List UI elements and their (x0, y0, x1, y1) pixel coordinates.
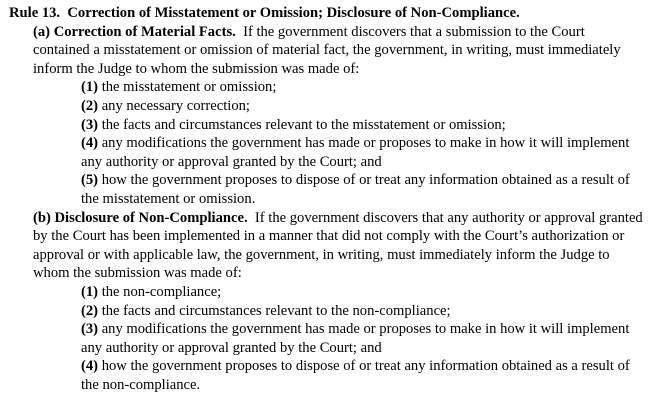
section-b-label: (b) (33, 209, 51, 226)
list-item (81, 171, 641, 208)
item-number: (2) (81, 302, 99, 319)
list-item (81, 320, 641, 357)
section-b-heading: Disclosure of Non-Compliance. (54, 209, 248, 226)
list-item (81, 357, 641, 394)
item-number: (3) (81, 321, 99, 338)
list-item (81, 116, 641, 135)
item-number: (4) (81, 135, 99, 152)
item-text: any modifications the government has made or proposes to make in how it will implement any authority or approval granted by the Court; and (81, 135, 630, 170)
item-text: the facts and circumstances relevant to the non-compliance; (101, 302, 451, 319)
section-a (33, 23, 643, 209)
rule-title: Correction of Misstatement or Omission; Disclosure of Non-Compliance. (67, 5, 520, 21)
list-item (81, 283, 641, 302)
rule-heading (9, 4, 655, 23)
section-b-paragraph (33, 209, 643, 283)
item-text: how the government proposes to dispose of or treat any information obtained as a result of the misstatement or omission. (81, 172, 630, 207)
item-text: how the government proposes to dispose of or treat any information obtained as a result of the non-compliance. (81, 358, 630, 393)
item-number: (3) (81, 116, 99, 133)
item-number: (4) (81, 358, 99, 375)
item-text: the non-compliance; (101, 283, 222, 300)
section-b (33, 209, 643, 395)
item-text: any necessary correction; (101, 97, 250, 114)
section-a-list (81, 78, 641, 208)
section-a-label: (a) (33, 23, 51, 40)
rule-number: Rule 13. (9, 5, 61, 21)
item-text: any modifications the government has made or proposes to make in how it will implement any authority or approval granted by the Court; and (81, 321, 630, 356)
item-number: (1) (81, 79, 99, 96)
item-number: (2) (81, 97, 99, 114)
section-b-text: If the government discovers that any authority or approval granted by the Court has been implemented in a manner that did not comply with the Court’s authorization or approval or with applicable law, the government, in writing, must immediately inform the Judge to whom the submission was made of: (33, 209, 643, 282)
list-item (81, 302, 641, 321)
item-text: the misstatement or omission; (101, 79, 277, 96)
item-number: (5) (81, 172, 99, 189)
section-a-text: If the government discovers that a submission to the Court contained a misstatement or omission of material fact, the government, in writing, must immediately inform the Judge to whom the submission was made of: (33, 23, 621, 77)
list-item (81, 78, 641, 97)
section-b-list (81, 283, 641, 395)
list-item (81, 97, 641, 116)
item-number: (1) (81, 283, 99, 300)
list-item (81, 134, 641, 171)
item-text: the facts and circumstances relevant to the misstatement or omission; (101, 116, 506, 133)
section-a-heading: Correction of Material Facts. (53, 23, 236, 40)
section-a-paragraph (33, 23, 643, 79)
